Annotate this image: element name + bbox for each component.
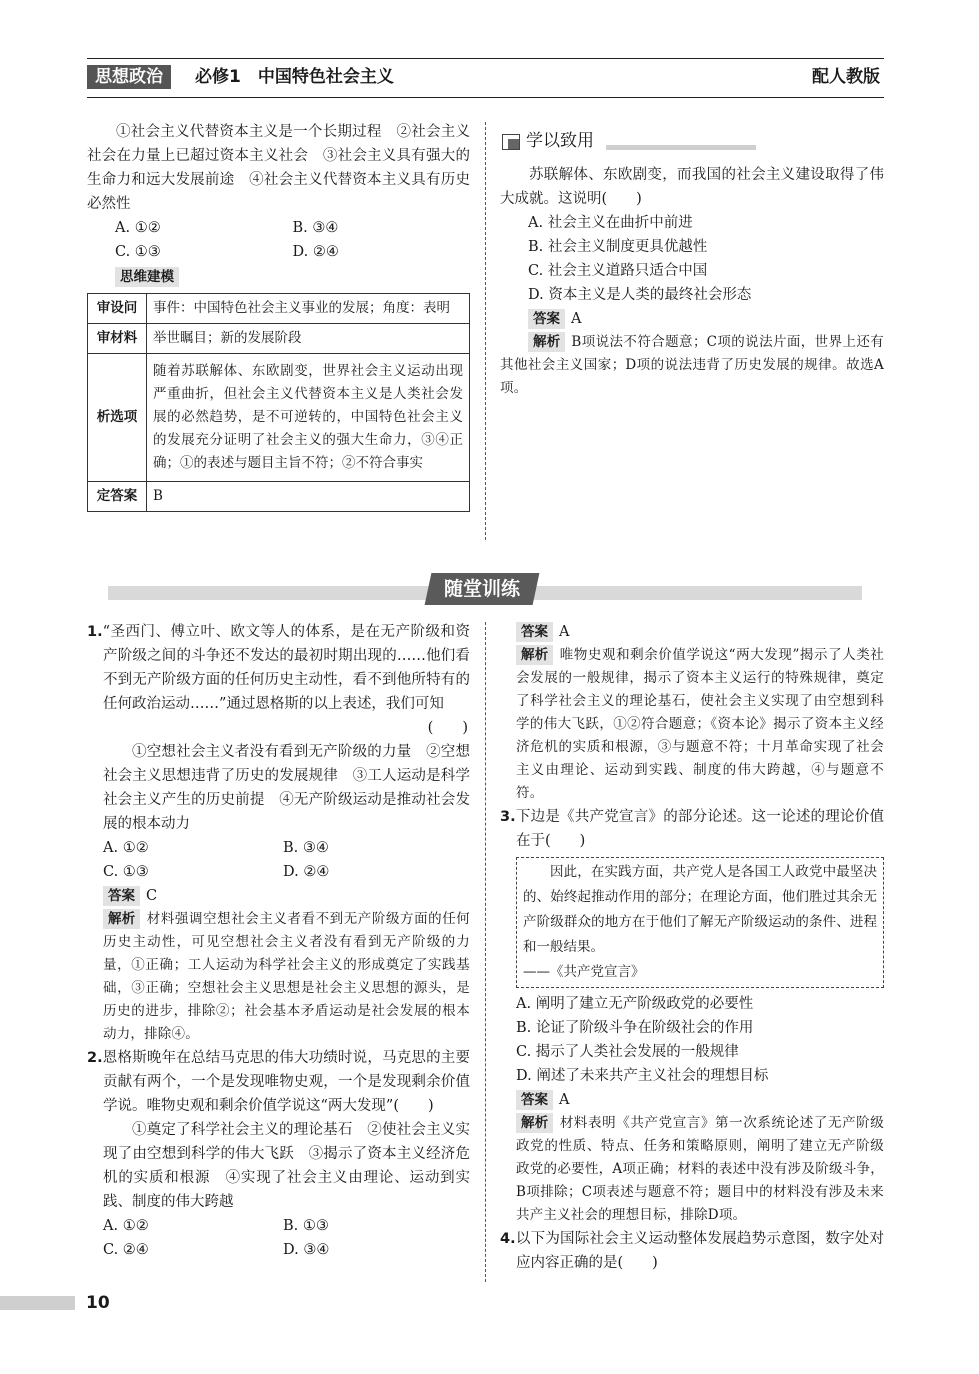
- row-body: 事件：中国特色社会主义事业的发展；角度：表明: [147, 294, 470, 324]
- question-stem: 以下为国际社会主义运动整体发展趋势示意图，数字处对应内容正确的是( ): [515, 1231, 884, 1271]
- question-number: 2.: [87, 1050, 103, 1066]
- analysis-row: [87, 908, 470, 1046]
- option-b: B. 社会主义制度更具优越性: [528, 239, 708, 255]
- column-divider: [485, 122, 486, 540]
- option-d: D. 阐述了未来共产主义社会的理想目标: [516, 1068, 769, 1084]
- analysis-label: 解析: [516, 1113, 553, 1133]
- table-row: [88, 324, 470, 354]
- bottom-right-column: [500, 620, 884, 1275]
- question-stem: 苏联解体、东欧剧变，而我国的社会主义建设取得了伟大成就。这说明( ): [500, 167, 884, 207]
- answer-row: [87, 884, 470, 908]
- question-stem: “圣西门、傅立叶、欧文等人的体系，是在无产阶级和资产阶级之间的斗争还不发达的最初时期出现的……他们看不到无产阶级方面的任何历史主动性，看不到他所特有的任何政治运动……”通过恩格斯的以上表述，我们可知: [102, 624, 470, 712]
- column-divider: [485, 622, 486, 1282]
- option-c: C. ②④: [103, 1242, 149, 1258]
- quote-source: ——《共产党宣言》: [523, 964, 645, 980]
- option-c: C. 社会主义道路只适合中国: [528, 263, 708, 279]
- question-number: 3.: [500, 809, 516, 825]
- option-b: B. ①③: [283, 1218, 329, 1234]
- answer-value: A: [571, 311, 582, 327]
- book-icon: [502, 134, 520, 150]
- table-row: [88, 294, 470, 324]
- row-head: 析选项: [88, 354, 147, 482]
- option-a: A. ①②: [115, 220, 161, 236]
- question-2: [87, 1046, 470, 1118]
- option-d: D. ②④: [283, 864, 330, 880]
- question-number: 4.: [500, 1231, 516, 1247]
- answer-label: 答案: [516, 1090, 553, 1110]
- row-head: 定答案: [88, 482, 147, 512]
- option-b: B. 论证了阶级斗争在阶级社会的作用: [516, 1020, 754, 1036]
- answer-value: C: [146, 888, 158, 904]
- top-right-column: [500, 163, 884, 400]
- row-head: 审设问: [88, 294, 147, 324]
- question-stem: 恩格斯晚年在总结马克思的伟大功绩时说，马克思的主要贡献有两个，一个是发现唯物史观，一个是发现剩余价值学说。唯物史观和剩余价值学说这“两大发现”( ): [102, 1050, 470, 1114]
- title-underline: [606, 145, 756, 150]
- option-row: [87, 240, 470, 264]
- option-b: B. ③④: [283, 840, 329, 856]
- row-body: 举世瞩目；新的发展阶段: [147, 324, 470, 354]
- option-row: [87, 1238, 470, 1262]
- apply-section-title: 学以致用: [526, 131, 594, 151]
- analysis-text: B项说法不符合题意；C项的说法片面，世界上还有其他社会主义国家；D项的说法违背了历史发展的规律。故选A项。: [500, 334, 884, 396]
- option-c: C. 揭示了人类社会发展的一般规律: [516, 1044, 739, 1060]
- answer-row: [500, 620, 884, 644]
- row-body: 随着苏联解体、东欧剧变，世界社会主义运动出现严重曲折，但社会主义代替资本主义是人类社会发展的必然趋势，是不可逆转的，中国特色社会主义的发展充分证明了社会主义的强大生命力，③④正确；①的表述与题目主旨不符；②不符合事实: [147, 354, 470, 482]
- option-a: A. 阐明了建立无产阶级政党的必要性: [516, 996, 754, 1012]
- answer-value: A: [559, 1092, 570, 1108]
- option-c: C. ①③: [115, 244, 161, 260]
- top-left-column: [87, 120, 470, 512]
- quote-text: 因此，在实践方面，共产党人是各国工人政党中最坚决的、始终起推动作用的部分；在理论方面，他们胜过其余无产阶级群众的地方在于他们了解无产阶级运动的条件、进程和一般结果。: [523, 864, 877, 955]
- answer-label: 答案: [528, 309, 565, 329]
- question-items: ①奠定了科学社会主义的理论基石 ②使社会主义实现了由空想到科学的伟大飞跃 ③揭示了资本主义经济危机的实质和根源 ④实现了社会主义由理论、运动到实践、制度的伟大跨越: [103, 1122, 470, 1210]
- book-title: 必修1 中国特色社会主义: [195, 67, 394, 87]
- table-row: [88, 482, 470, 512]
- option-row: [87, 216, 470, 240]
- analysis-text: 唯物史观和剩余价值学说这“两大发现”揭示了人类社会发展的一般规律，揭示了资本主义运行的特殊规律，奠定了科学社会主义的理论基石，使社会主义实现了由空想到科学的伟大飞跃，①②符合题意；《资本论》揭示了资本主义经济危机的实质和根源，③与题意不符；十月革命实现了社会主义由理论、运动到实践、制度的伟大跨越，④与题意不符。: [516, 647, 884, 801]
- bottom-left-column: [87, 620, 470, 1262]
- analysis-text: 材料强调空想社会主义者看不到无产阶级方面的任何历史主动性，可见空想社会主义者没有看到无产阶级的力量，①正确；工人运动为科学社会主义的形成奠定了实践基础，③正确；空想社会主义思想是社会主义思想的源头，是历史的进步，排除②；社会基本矛盾运动是社会发展的根本动力，排除④。: [103, 911, 470, 1042]
- question-body: [87, 1118, 470, 1214]
- question-1: [87, 620, 470, 716]
- option-d: D. 资本主义是人类的最终社会形态: [528, 287, 752, 303]
- option-d: D. ③④: [283, 1242, 330, 1258]
- answer-label: 答案: [103, 886, 140, 906]
- answer-row: [500, 307, 884, 331]
- option-row: [87, 1214, 470, 1238]
- question-items: ①空想社会主义者没有看到无产阶级的力量 ②空想社会主义思想违背了历史的发展规律 ③工人运动是科学社会主义产生的历史前提 ④无产阶级运动是推动社会发展的根本动力: [103, 744, 470, 832]
- table-row: [88, 354, 470, 482]
- row-head: 审材料: [88, 324, 147, 354]
- option-c: C. ①③: [103, 864, 149, 880]
- option-row: [87, 860, 470, 884]
- analysis-label: 解析: [516, 645, 553, 665]
- footer-bar: [0, 1296, 75, 1310]
- option-a: A. ①②: [103, 840, 149, 856]
- answer-bracket: ( ): [427, 720, 468, 736]
- analysis-row: [500, 644, 884, 805]
- answer-label: 答案: [516, 622, 553, 642]
- question-number: 1.: [87, 624, 103, 640]
- question-stem: 下边是《共产党宣言》的部分论述。这一论述的理论价值在于( ): [515, 809, 884, 849]
- question-stem: ①社会主义代替资本主义是一个长期过程 ②社会主义社会在力量上已超过资本主义社会 ③社会主义具有强大的生命力和远大发展前途 ④社会主义代替资本主义具有历史必然性: [87, 124, 470, 212]
- option-a: A. ①②: [103, 1218, 149, 1234]
- thinking-model-table: [87, 293, 470, 512]
- analysis-label: 解析: [103, 909, 140, 929]
- question-body: [87, 740, 470, 836]
- page-header: [87, 58, 884, 98]
- answer-row: [500, 1088, 884, 1112]
- option-d: D. ②④: [292, 244, 339, 260]
- subject-badge: 思想政治: [87, 65, 171, 89]
- question-4: [500, 1227, 884, 1275]
- answer-value: A: [559, 624, 570, 640]
- option-a: A. 社会主义在曲折中前进: [528, 215, 693, 231]
- option-b: B. ③④: [292, 220, 339, 236]
- model-label: 思维建模: [115, 267, 179, 287]
- question-3: [500, 805, 884, 853]
- edition-label: 配人教版: [812, 67, 880, 87]
- page-number: 10: [86, 1293, 110, 1313]
- apply-section-header: [500, 129, 884, 155]
- option-row: [87, 836, 470, 860]
- row-body: B: [147, 482, 470, 512]
- analysis-row: [500, 1112, 884, 1227]
- analysis-text: 材料表明《共产党宣言》第一次系统论述了无产阶级政党的性质、特点、任务和策略原则，阐明了建立无产阶级政党的必要性，A项正确；材料的表述中没有涉及阶级斗争，B项排除；C项表述与题意不符；题目中的材料没有涉及未来共产主义社会的理想目标，排除D项。: [516, 1115, 884, 1223]
- model-label-row: [87, 265, 470, 289]
- analysis-row: [500, 331, 884, 400]
- section-title: 随堂训练: [443, 578, 520, 600]
- quote-box: [516, 857, 884, 988]
- analysis-label: 解析: [528, 332, 565, 352]
- section-banner: [425, 573, 540, 605]
